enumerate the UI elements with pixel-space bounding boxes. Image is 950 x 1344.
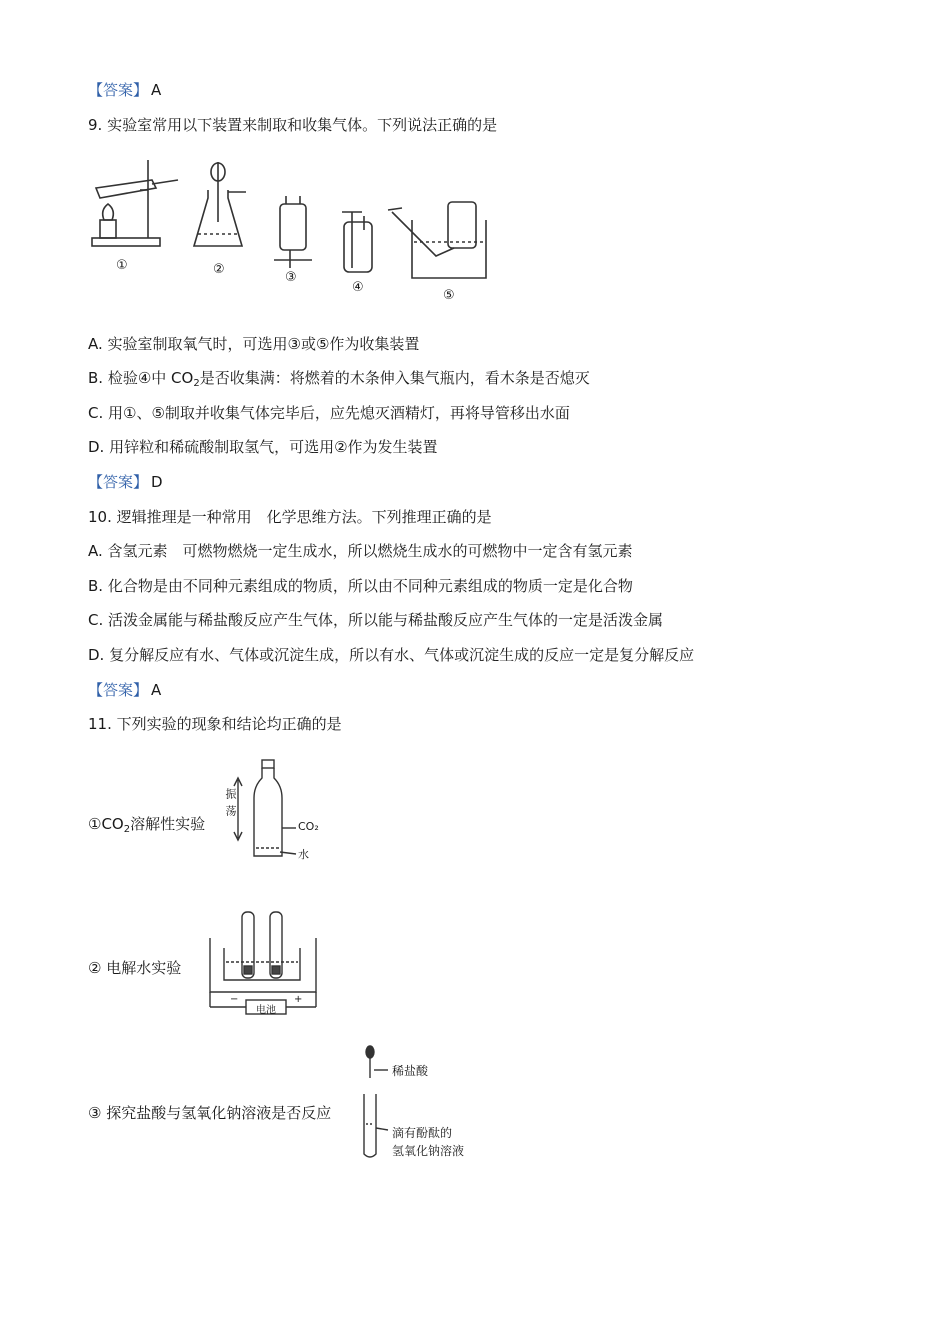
q10-answer bbox=[88, 680, 161, 700]
apparatus-5-trough bbox=[388, 202, 486, 278]
q9-option-b-post: 是否收集满：将燃着的木条伸入集气瓶内，看木条是否熄灭 bbox=[199, 369, 590, 387]
apparatus-2-flask bbox=[194, 162, 246, 246]
answer-tag: 【答案】 bbox=[88, 473, 149, 491]
q11-exp1-label bbox=[88, 814, 205, 840]
dropper-bulb bbox=[366, 1046, 374, 1058]
q9-stem: 9. 实验室常用以下装置来制取和收集气体。下列说法正确的是 bbox=[88, 116, 498, 134]
co2-label: CO₂ bbox=[298, 820, 319, 833]
hcl-label: 稀盐酸 bbox=[392, 1064, 429, 1078]
q10-option-b: B. 化合物是由不同种元素组成的物质，所以由不同种元素组成的物质一定是化合物 bbox=[88, 577, 633, 595]
q11-exp2-label: ② 电解水实验 bbox=[88, 959, 182, 977]
bottle-cap bbox=[262, 760, 274, 768]
naoh-label-line1: 滴有酚酞的 bbox=[392, 1126, 453, 1140]
q9-option-a: A. 实验室制取氧气时，可选用③或⑤作为收集装置 bbox=[88, 335, 420, 353]
fig-label-3: ③ bbox=[285, 270, 297, 285]
answer-tag: 【答案】 bbox=[88, 81, 149, 99]
battery-plus: + bbox=[294, 994, 303, 1005]
q9-option-c: C. 用①、⑤制取并收集气体完毕后，应先熄灭酒精灯，再将导管移出水面 bbox=[88, 404, 570, 422]
water-label: 水 bbox=[298, 848, 309, 861]
q10-option-a: A. 含氢元素 可燃物燃烧一定生成水，所以燃烧生成水的可燃物中一定含有氢元素 bbox=[88, 542, 633, 560]
q10-option-d: D. 复分解反应有水、气体或沉淀生成，所以有水、气体或沉淀生成的反应一定是复分解反应 bbox=[88, 646, 695, 664]
apparatus-4-jar bbox=[342, 212, 372, 272]
q11-stem: 11. 下列实验的现象和结论均正确的是 bbox=[88, 715, 342, 733]
shake-label: 振荡 bbox=[224, 788, 237, 822]
fig-label-5: ⑤ bbox=[443, 288, 455, 303]
bottle-body bbox=[254, 768, 282, 856]
naoh-label-line2: 氢氧化钠溶液 bbox=[392, 1144, 465, 1158]
q9-apparatus-figure bbox=[86, 150, 496, 310]
answer-value: D bbox=[151, 473, 163, 491]
q10-option-c: C. 活泼金属能与稀盐酸反应产生气体，所以能与稀盐酸反应产生气体的一定是活泼金属 bbox=[88, 611, 664, 629]
answer-tag: 【答案】 bbox=[88, 681, 149, 699]
battery-label: 电池 bbox=[256, 1005, 276, 1016]
q9-answer bbox=[88, 472, 163, 492]
answer-value: A bbox=[151, 81, 162, 99]
battery-minus: − bbox=[230, 994, 239, 1005]
test-tube bbox=[364, 1094, 376, 1157]
fig-label-4: ④ bbox=[352, 280, 364, 295]
q10-stem: 10. 逻辑推理是一种常用 化学思维方法。下列推理正确的是 bbox=[88, 508, 492, 526]
exp1-label-sub: 2 bbox=[123, 824, 131, 835]
answer-value: A bbox=[151, 681, 162, 699]
q11-exp1-figure bbox=[218, 756, 338, 868]
q11-exp2-figure bbox=[204, 908, 324, 1020]
apparatus-3-bottle bbox=[274, 196, 312, 268]
fig-label-2: ② bbox=[213, 262, 225, 277]
apparatus-1-heating bbox=[92, 160, 178, 246]
q9-option-d: D. 用锌粒和稀硫酸制取氢气，可选用②作为发生装置 bbox=[88, 438, 438, 456]
q9-option-b bbox=[88, 368, 590, 394]
q9-option-b-pre: B. 检验④中 CO bbox=[88, 369, 194, 387]
exp1-label-post: 溶解性实验 bbox=[130, 815, 206, 833]
q11-exp3-figure bbox=[356, 1044, 486, 1164]
q11-exp3-label: ③ 探究盐酸与氢氧化钠溶液是否反应 bbox=[88, 1104, 332, 1122]
inner-trough bbox=[224, 948, 300, 980]
q8-answer bbox=[88, 80, 161, 100]
q9-option-b-sub: 2 bbox=[193, 378, 200, 389]
fig-label-1: ① bbox=[116, 258, 128, 273]
exp1-label-pre: ①CO bbox=[88, 815, 124, 833]
